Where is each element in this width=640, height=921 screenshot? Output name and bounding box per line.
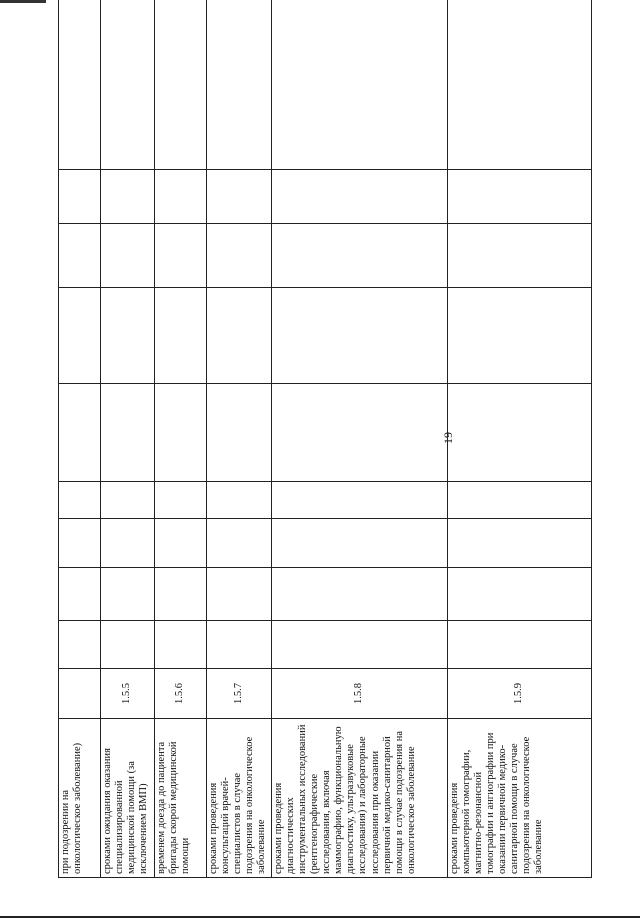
table-cell xyxy=(207,621,272,669)
table-cell xyxy=(155,568,207,621)
table-cell xyxy=(272,519,448,568)
table-cell xyxy=(101,621,155,669)
row-number: 1.5.7 xyxy=(207,669,272,719)
table-cell xyxy=(448,224,592,288)
table-cell xyxy=(272,0,448,170)
table-cell xyxy=(207,170,272,224)
table-cell xyxy=(59,224,101,288)
table-row xyxy=(101,0,155,878)
row-number xyxy=(59,669,101,719)
row-label: сроками ожидания оказания специализированной медицинской помощи (за исключением ВМП) xyxy=(101,719,155,878)
table-cell xyxy=(448,288,592,384)
table-cell xyxy=(101,288,155,384)
table-cell xyxy=(448,384,592,482)
table-cell xyxy=(155,519,207,568)
row-number: 1.5.8 xyxy=(272,669,448,719)
table-cell xyxy=(272,621,448,669)
table-row xyxy=(155,0,207,878)
table-cell xyxy=(155,288,207,384)
table-cell xyxy=(272,482,448,519)
table-cell xyxy=(101,519,155,568)
table-cell xyxy=(207,482,272,519)
table-cell xyxy=(59,568,101,621)
table-cell xyxy=(207,568,272,621)
table-cell xyxy=(272,568,448,621)
table-cell xyxy=(207,288,272,384)
row-label: сроками проведения диагностических инструментальных исследований (рентгенографические исследования, включая маммографию, функциональную диагностику, ультразвуковые исследования) и лабораторные исследования при оказании первичной медико-санитарной помощи в случае подозрения на онкологическое заболевание xyxy=(272,719,448,878)
table-row xyxy=(272,0,448,878)
table-cell xyxy=(448,621,592,669)
table-cell xyxy=(59,170,101,224)
table-row xyxy=(448,0,592,878)
table-cell xyxy=(155,0,207,170)
scan-page-edge xyxy=(0,916,640,918)
table-cell xyxy=(272,224,448,288)
table-cell xyxy=(101,224,155,288)
table-cell xyxy=(59,384,101,482)
table-cell xyxy=(448,170,592,224)
table-cell xyxy=(101,170,155,224)
row-label: сроками проведения консультаций врачей-специалистов в случае подозрения на онкологическое заболевание xyxy=(207,719,272,878)
table-cell xyxy=(448,482,592,519)
row-label: сроками проведения компьютерной томографии, магнитно-резонансной томографии и ангиографии при оказании первичной медико-санитарной помощи в случае подозрения на онкологическое заболевание xyxy=(448,719,592,878)
table-cell xyxy=(207,224,272,288)
table-cell xyxy=(207,384,272,482)
table-cell xyxy=(59,288,101,384)
table-cell xyxy=(59,621,101,669)
table-cell xyxy=(155,170,207,224)
table-cell xyxy=(448,568,592,621)
row-label: временем доезда до пациента бригады скорой медицинской помощи xyxy=(155,719,207,878)
table-cell xyxy=(272,288,448,384)
table-cell xyxy=(59,482,101,519)
table-cell xyxy=(155,482,207,519)
table-cell xyxy=(272,384,448,482)
table-cell xyxy=(155,224,207,288)
table-cell xyxy=(448,519,592,568)
page-number: 19 xyxy=(441,432,455,444)
table-row xyxy=(207,0,272,878)
table-cell xyxy=(155,621,207,669)
table-cell xyxy=(101,568,155,621)
row-number: 1.5.5 xyxy=(101,669,155,719)
table-cell xyxy=(448,0,592,170)
table-cell xyxy=(101,384,155,482)
table-cell xyxy=(101,0,155,170)
row-number: 1.5.9 xyxy=(448,669,592,719)
row-number: 1.5.6 xyxy=(155,669,207,719)
table-cell xyxy=(272,170,448,224)
table-cell xyxy=(59,519,101,568)
table-row xyxy=(59,0,101,878)
table-cell xyxy=(101,482,155,519)
indicator-table xyxy=(58,0,592,878)
table-cell xyxy=(155,384,207,482)
scan-mark xyxy=(0,0,46,3)
row-label: при подозрении на онкологическое заболевание) xyxy=(59,719,101,878)
table-cell xyxy=(207,519,272,568)
rotated-table-container xyxy=(58,30,592,878)
table-cell xyxy=(207,0,272,170)
table-cell xyxy=(59,0,101,170)
